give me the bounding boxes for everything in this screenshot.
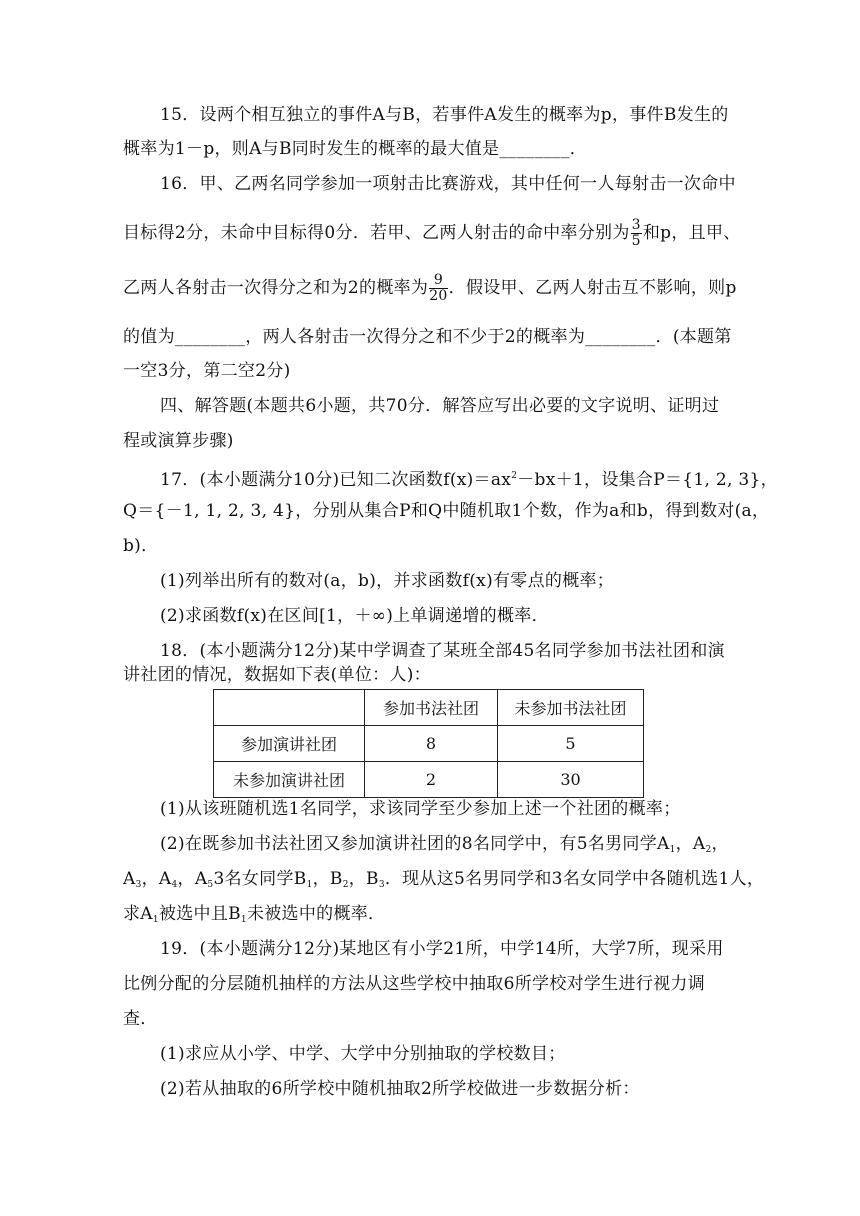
q16-line-2: 目标得2分，未命中目标得0分．若甲、乙两人射击的命中率分别为 $\frac{3}{5}$ 和p，且甲、	[123, 217, 741, 249]
section-4-line-1: 四、解答题(本题共6小题，共70分．解答应写出必要的文字说明、证明过	[160, 396, 720, 416]
q17-part-1: (1)列举出所有的数对(a，b)，并求函数f(x)有零点的概率；	[160, 571, 615, 591]
q15-line-2: 概率为1－p，则A与B同时发生的概率的最大值是________．	[123, 139, 588, 159]
q18-line-4: 求$A_1$被选中且$B_1$未被选中的概率．	[123, 904, 386, 925]
q19-line-2: 比例分配的分层随机抽样的方法从这些学校中抽取6所学校对学生进行视力调	[123, 974, 706, 994]
table-row	[214, 726, 644, 762]
table-cell: 8	[365, 726, 498, 762]
survey-table	[213, 689, 644, 798]
q19-line-1: 19．(本小题满分12分)某地区有小学21所，中学14所，大学7所，现采用	[160, 939, 724, 959]
section-4-line-2: 程或演算步骤)	[123, 431, 234, 451]
table-cell: 5	[498, 726, 644, 762]
table-row	[214, 762, 644, 798]
q18-part-2: (2)在既参加书法社团又参加演讲社团的8名同学中，有5名男同学$A_1$，$A_2$，	[160, 834, 729, 855]
fraction-9-20: $\frac{9}{20}$	[429, 272, 448, 304]
table-cell: 未参加演讲社团	[214, 762, 365, 798]
q16-line-4: 的值为________，两人各射击一次得分之和不少于2的概率为________．(本题第	[123, 327, 732, 347]
table-header-cell	[214, 690, 365, 726]
q18-line-1: 18．(本小题满分12分)某中学调查了某班全部45名同学参加书法社团和演	[160, 641, 725, 661]
q17-line-2: Q＝{－1, 1, 2, 3, 4}，分别从集合P和Q中随机取1个数，作为a和b，得到数对(a，	[123, 501, 770, 521]
q19-part-1: (1)求应从小学、中学、大学中分别抽取的学校数目；	[160, 1044, 566, 1064]
fraction-3-5: $\frac{3}{5}$	[631, 217, 641, 249]
q18-part-1: (1)从该班随机选1名同学，求该同学至少参加上述一个社团的概率；	[160, 799, 681, 819]
q18-line-3: $A_3$，$A_4$，$A_53$名女同学$B_1$，$B_2$，$B_3$．现从这5名男同学和3名女同学中各随机选1人，	[123, 869, 765, 890]
q17-line-3: b)．	[123, 536, 159, 556]
table-header-row	[214, 690, 644, 726]
q18-line-2: 讲社团的情况，数据如下表(单位：人)：	[123, 665, 431, 685]
table-header-cell: 未参加书法社团	[498, 690, 644, 726]
q16-line-1: 16．甲、乙两名同学参加一项射击比赛游戏，其中任何一人每射击一次命中	[160, 174, 736, 194]
table-cell: 30	[498, 762, 644, 798]
q17-line-1: 17．(本小题满分10分)已知二次函数$f(x)=ax^2-bx+1$，设集合P＝{1, 2, 3}，	[160, 470, 778, 490]
q19-part-2: (2)若从抽取的6所学校中随机抽取2所学校做进一步数据分析：	[160, 1079, 640, 1099]
q15-line-1: 15．设两个相互独立的事件A与B，若事件A发生的概率为p，事件B发生的	[160, 105, 729, 125]
table-header-cell: 参加书法社团	[365, 690, 498, 726]
q16-line-5: 一空3分，第二空2分)	[123, 361, 291, 381]
q17-part-2: (2)求函数f(x)在区间[1，＋∞)上单调递增的概率．	[160, 606, 549, 626]
q19-line-3: 查．	[123, 1009, 158, 1029]
q16-line-3: 乙两人各射击一次得分之和为2的概率为 $\frac{9}{20}$ ．假设甲、乙两人射击互不影响，则p	[123, 272, 737, 304]
table-cell: 参加演讲社团	[214, 726, 365, 762]
table-cell: 2	[365, 762, 498, 798]
